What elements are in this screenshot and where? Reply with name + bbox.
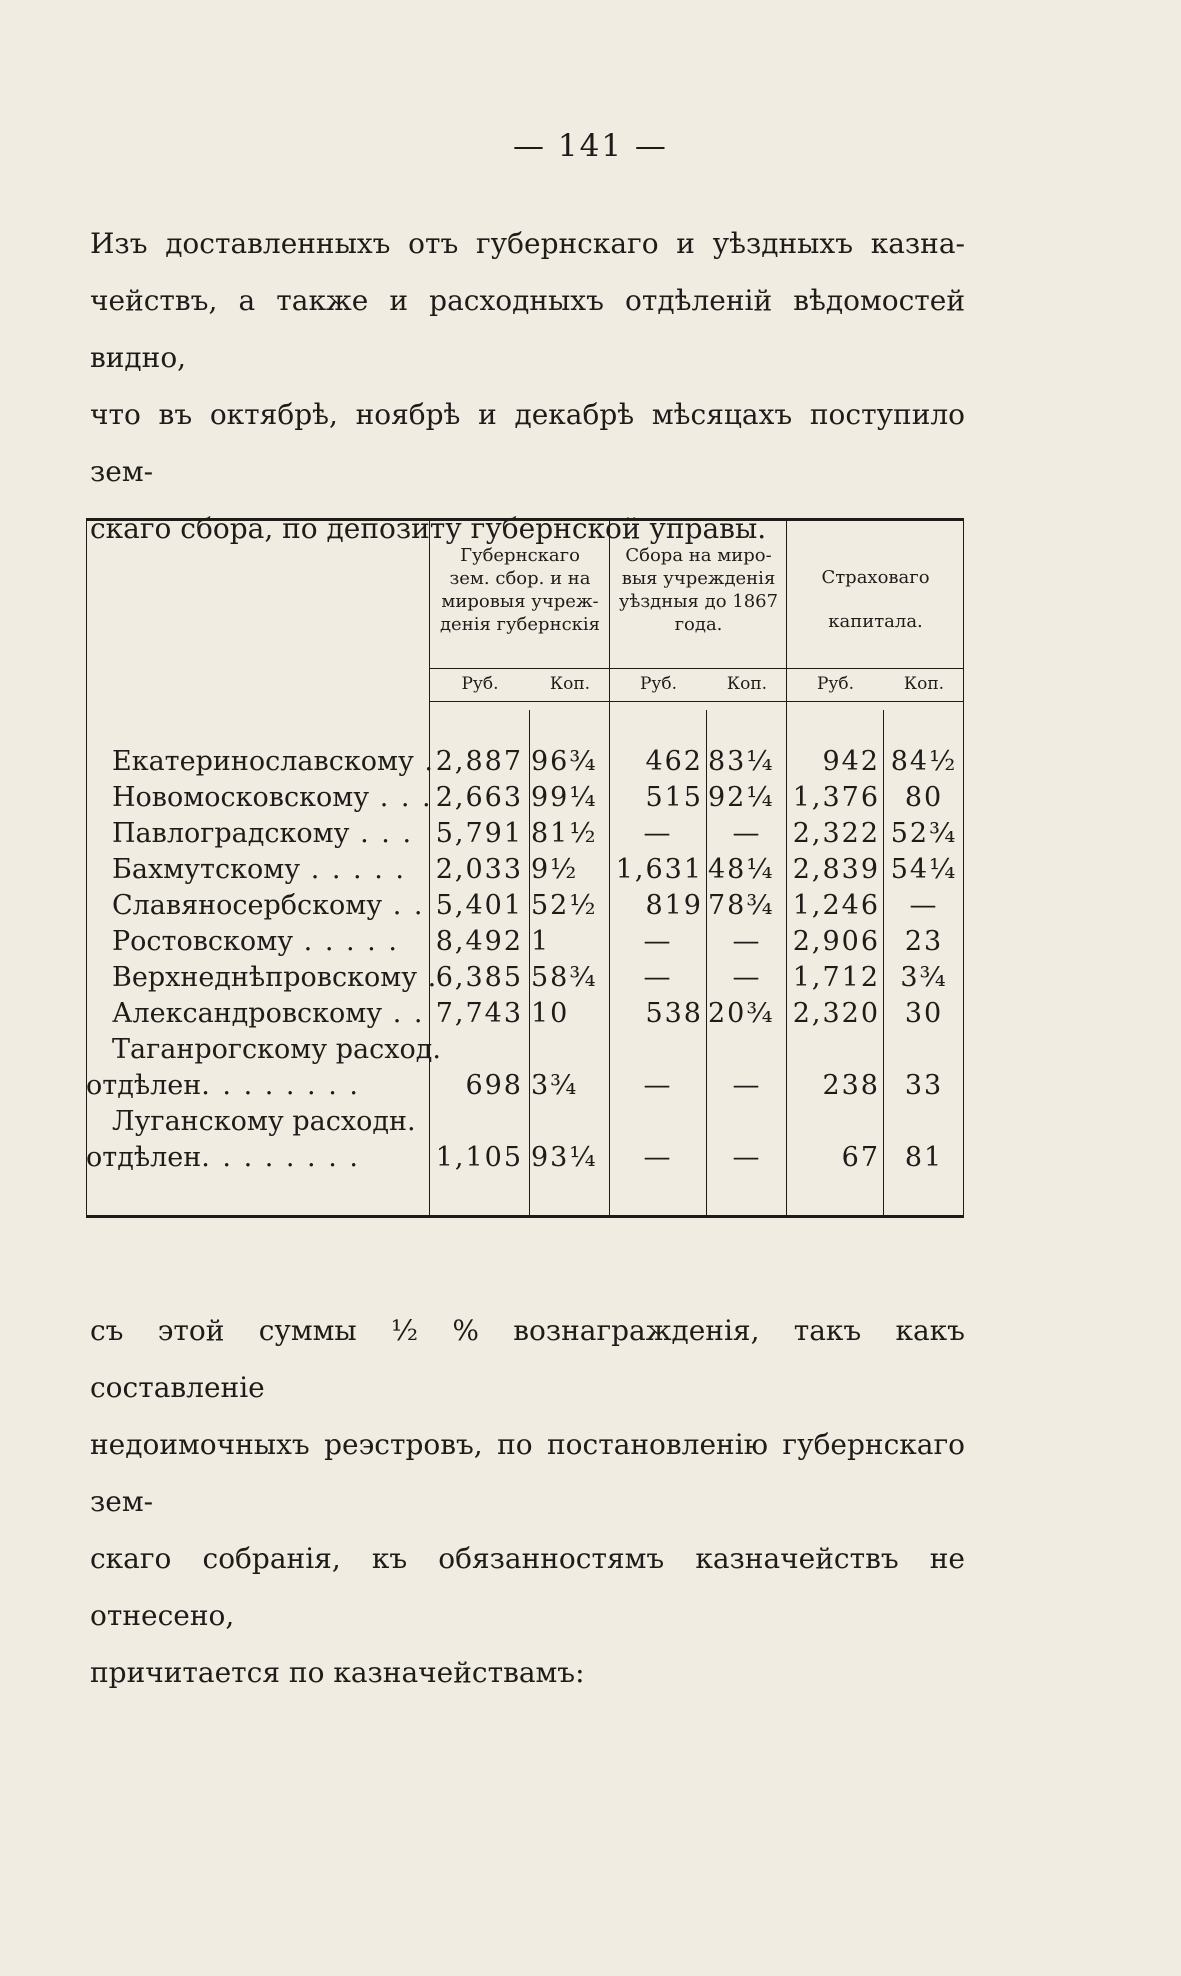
row-name (112, 1034, 441, 1065)
table-cell: — (732, 818, 762, 849)
table-cell: — (643, 962, 673, 993)
table-cell: 58¾ (531, 962, 598, 993)
header-line: Губернскаго (460, 545, 580, 566)
table-cell: 81½ (531, 818, 598, 849)
row-name (112, 998, 425, 1029)
table-cell: — (732, 1142, 762, 1173)
row-name (86, 1070, 360, 1101)
table-cell: 2,839 (792, 854, 880, 885)
header-line: уѣздныя до 1867 (618, 591, 779, 612)
table-cell: — (643, 1142, 673, 1173)
header-strahovago (788, 556, 963, 644)
row-label: Павлоградскому (112, 818, 350, 849)
table-cell: 819 (645, 890, 703, 921)
table-cell: — (732, 1070, 762, 1101)
header-line: зем. сбор. и на (449, 568, 591, 589)
row-name (112, 1106, 416, 1137)
table-cell: 462 (645, 746, 703, 777)
table-row (86, 746, 964, 782)
table-cell: 2,663 (435, 782, 523, 813)
table-cell: 99¼ (531, 782, 598, 813)
table-cell: 2,887 (435, 746, 523, 777)
table-cell: 93¼ (531, 1142, 598, 1173)
subheader-kop: Коп. (903, 674, 945, 694)
leader-dots: . . . . . . . . (201, 1070, 360, 1101)
table-cell: 698 (465, 1070, 523, 1101)
subheader-kop: Коп. (549, 674, 591, 694)
table-row (86, 782, 964, 818)
row-label: Александровскому (112, 998, 383, 1029)
table-cell: 78¾ (708, 890, 775, 921)
subheader-rub: Руб. (461, 674, 499, 694)
table-cell: 8,492 (435, 926, 523, 957)
leader-dots: . . . . . (293, 926, 399, 957)
table-cell: 942 (822, 746, 880, 777)
table-cell: — (643, 1070, 673, 1101)
row-label: Бахмутскому (112, 854, 301, 885)
header-mirovyya (611, 544, 786, 636)
text-line: причитается по казначействамъ: (90, 1656, 585, 1689)
subheader-rub: Руб. (639, 674, 678, 694)
leader-dots: . (417, 962, 439, 993)
table-row (86, 1070, 964, 1106)
table-row (86, 1106, 964, 1142)
table-row (86, 926, 964, 962)
table-cell: 92¼ (708, 782, 775, 813)
leader-dots: . . (382, 890, 425, 921)
text-line: недоимочныхъ реэстровъ, по постановленію губернскаго зем- (90, 1428, 965, 1518)
table-row (86, 818, 964, 854)
text-line: скаго собранія, къ обязанностямъ казначействъ не отнесено, (90, 1542, 965, 1632)
table-row (86, 1142, 964, 1178)
table-cell: — (643, 818, 673, 849)
row-name (112, 854, 406, 885)
table-cell: 23 (904, 926, 944, 957)
leader-dots: . (413, 746, 436, 777)
table-cell: 1,712 (792, 962, 880, 993)
subheader-rule (429, 701, 963, 702)
table-cell: 52½ (531, 890, 598, 921)
table-cell: 2,320 (792, 998, 880, 1029)
table-cell: 3¾ (900, 962, 948, 993)
row-label: Новомосковскому (112, 782, 370, 813)
text-line: скаго сбора, по депозиту губернской управы. (90, 512, 767, 545)
table-row (86, 962, 964, 998)
leader-dots: . . (382, 998, 425, 1029)
header-line: капитала. (828, 611, 923, 632)
text-line: Изъ доставленныхъ отъ губернскаго и уѣздныхъ казна- (90, 227, 965, 260)
header-line: денія губернскія (439, 614, 601, 635)
row-label: Верхнеднѣпровскому (112, 962, 418, 993)
page-number: — 141 — (513, 128, 668, 164)
table-cell: 20¾ (708, 998, 775, 1029)
text-line: что въ октябрѣ, ноябрѣ и декабрѣ мѣсяцахъ поступило зем- (90, 398, 965, 488)
table-row (86, 1034, 964, 1070)
table-cell: 10 (531, 998, 570, 1029)
table-cell: 238 (822, 1070, 880, 1101)
table-cell: — (732, 962, 762, 993)
row-name (112, 782, 433, 813)
subheader-kop: Коп. (726, 674, 768, 694)
table-cell: 1,376 (792, 782, 880, 813)
closing-paragraph (90, 1302, 965, 1701)
text-line: чействъ, а также и расходныхъ отдѣленій вѣдомостей видно, (90, 284, 965, 374)
subheader-rub: Руб. (816, 674, 855, 694)
row-name (112, 962, 438, 993)
header-line: выя учрежденія (621, 568, 776, 589)
table-row (86, 854, 964, 890)
row-name (112, 890, 425, 921)
table-cell: 2,322 (792, 818, 880, 849)
table-row (86, 998, 964, 1034)
table-cell: 81 (904, 1142, 944, 1173)
header-line: Сбора на миро- (625, 545, 772, 566)
table-cell: — (909, 890, 939, 921)
table-cell: — (732, 926, 762, 957)
table-cell: 2,906 (792, 926, 880, 957)
table-row (86, 890, 964, 926)
table-cell: 52¾ (890, 818, 958, 849)
table-cell: 67 (841, 1142, 880, 1173)
table-cell: 3¾ (531, 1070, 579, 1101)
row-name (86, 1142, 360, 1173)
table-cell: 9½ (531, 854, 579, 885)
leader-dots: . . . (349, 818, 414, 849)
table-cell: 54¼ (890, 854, 958, 885)
row-name (112, 746, 435, 777)
table-cell: 30 (904, 998, 944, 1029)
table-cell: 515 (645, 782, 703, 813)
table-cell: 5,401 (435, 890, 523, 921)
row-label: Таганрогскому расход. (112, 1034, 441, 1065)
header-line: года. (674, 614, 723, 635)
leader-dots: . . . . . . . . (201, 1142, 360, 1173)
text-line: съ этой суммы ½ % вознагражденія, такъ какъ составленіе (90, 1314, 965, 1404)
row-label: Славяносербскому (112, 890, 383, 921)
table-cell: 1,105 (435, 1142, 523, 1173)
table-cell: 84½ (890, 746, 958, 777)
leader-dots: . . . . . (300, 854, 406, 885)
header-rule (429, 668, 963, 669)
header-line: мировыя учреж- (441, 591, 599, 612)
row-label: Екатеринославскому (112, 746, 414, 777)
table-cell: 5,791 (435, 818, 523, 849)
table-cell: 33 (904, 1070, 944, 1101)
table-top-rule (86, 518, 964, 521)
row-name (112, 818, 413, 849)
leader-dots: . . . (369, 782, 433, 813)
row-label: Ростовскому (112, 926, 294, 957)
table-cell: 1,246 (792, 890, 880, 921)
row-label: Луганскому расходн. (112, 1106, 416, 1137)
row-label: отдѣлен (86, 1070, 202, 1101)
intro-paragraph (90, 215, 965, 557)
row-label: отдѣлен (86, 1142, 202, 1173)
table-cell: 96¾ (531, 746, 598, 777)
table-cell: 7,743 (435, 998, 523, 1029)
table-cell: 48¼ (708, 854, 775, 885)
table-bottom-rule (86, 1215, 964, 1218)
table-cell: 1 (531, 926, 551, 957)
table-cell: — (643, 926, 673, 957)
table-cell: 2,033 (435, 854, 523, 885)
table-cell: 6,385 (435, 962, 523, 993)
table-cell: 80 (904, 782, 944, 813)
table-cell: 1,631 (615, 854, 703, 885)
collections-table (86, 518, 964, 1218)
table-cell: 83¼ (708, 746, 775, 777)
table-cell: 538 (645, 998, 703, 1029)
row-name (112, 926, 399, 957)
header-gubernskago (431, 544, 609, 636)
header-line: Страховаго (821, 567, 930, 588)
